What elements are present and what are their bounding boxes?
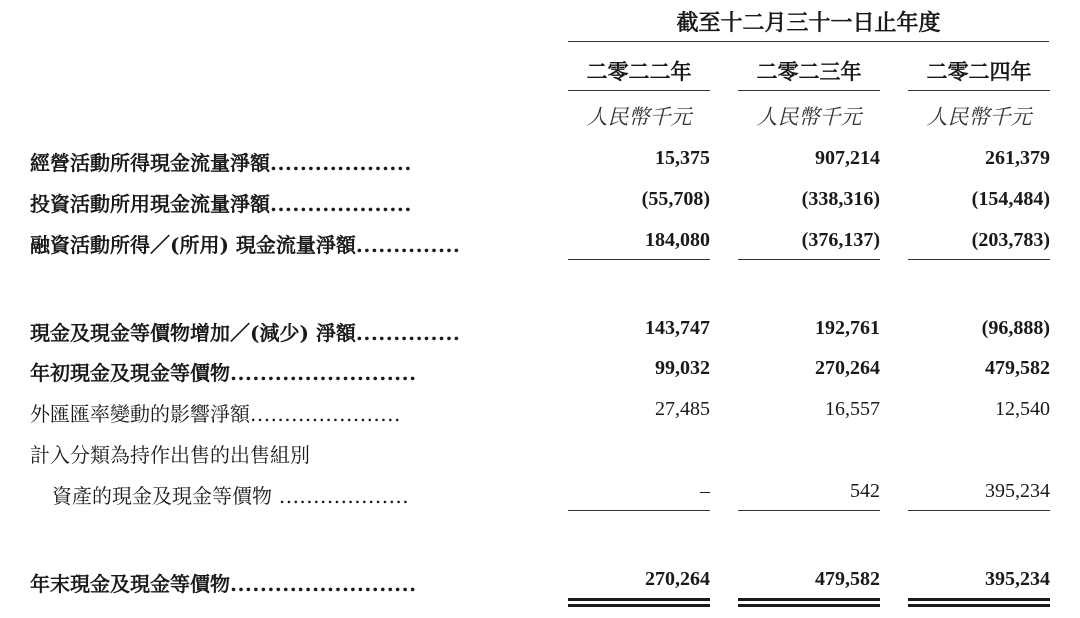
table-cell: 16,557 xyxy=(825,398,880,420)
table-cell: 143,747 xyxy=(645,317,710,339)
subtotal-rule xyxy=(738,259,880,260)
table-row-label: 資產的現金及現金等價物 ................... xyxy=(52,484,410,508)
table-cell: (338,316) xyxy=(801,188,880,210)
unit-label: 人民幣千元 xyxy=(756,105,862,129)
table-cell: 270,264 xyxy=(815,357,880,379)
table-row-label: 投資活動所用現金流量淨額................... xyxy=(30,192,412,216)
year-underline xyxy=(908,90,1050,91)
unit-label: 人民幣千元 xyxy=(586,105,692,129)
table-cell: (203,783) xyxy=(971,229,1050,251)
total-double-rule xyxy=(738,598,880,607)
table-row-label: 年末現金及現金等價物......................... xyxy=(30,572,417,596)
unit-label: 人民幣千元 xyxy=(926,105,1032,129)
year-header-2024: 二零二四年 xyxy=(926,59,1032,84)
period-underline xyxy=(568,41,1049,42)
table-cell: 907,214 xyxy=(815,147,880,169)
table-row-label: 融資活動所得／(所用) 現金流量淨額.............. xyxy=(30,233,461,257)
year-header-2023: 二零二三年 xyxy=(756,59,862,84)
subtotal-rule xyxy=(568,510,710,511)
total-double-rule xyxy=(908,598,1050,607)
table-cell: 542 xyxy=(850,480,880,502)
table-cell: 395,234 xyxy=(985,568,1050,590)
table-row-label: 外匯匯率變動的影響淨額...................... xyxy=(30,402,401,426)
table-cell: (55,708) xyxy=(641,188,710,210)
table-row-label: 現金及現金等價物增加／(減少) 淨額.............. xyxy=(30,321,461,345)
subtotal-rule xyxy=(908,510,1050,511)
year-underline xyxy=(568,90,710,91)
table-cell: (154,484) xyxy=(971,188,1050,210)
table-cell: 184,080 xyxy=(645,229,710,251)
table-cell: 27,485 xyxy=(655,398,710,420)
table-cell: 12,540 xyxy=(995,398,1050,420)
year-underline xyxy=(738,90,880,91)
subtotal-rule xyxy=(908,259,1050,260)
table-cell: 261,379 xyxy=(985,147,1050,169)
total-double-rule xyxy=(568,598,710,607)
subtotal-rule xyxy=(738,510,880,511)
year-header-2022: 二零二二年 xyxy=(586,59,692,84)
table-cell: 270,264 xyxy=(645,568,710,590)
table-cell: (96,888) xyxy=(981,317,1050,339)
table-row-label: 年初現金及現金等價物......................... xyxy=(30,361,417,385)
table-cell: 479,582 xyxy=(985,357,1050,379)
table-row-label: 計入分類為持作出售的出售組別 xyxy=(30,443,310,467)
table-cell: 15,375 xyxy=(655,147,710,169)
table-cell: (376,137) xyxy=(801,229,880,251)
table-row-label: 經營活動所得現金流量淨額................... xyxy=(30,151,412,175)
subtotal-rule xyxy=(568,259,710,260)
table-cell: – xyxy=(700,480,710,502)
table-cell: 479,582 xyxy=(815,568,880,590)
table-cell: 99,032 xyxy=(655,357,710,379)
table-cell: 395,234 xyxy=(985,480,1050,502)
table-cell: 192,761 xyxy=(815,317,880,339)
period-heading: 截至十二月三十一日止年度 xyxy=(676,10,941,36)
